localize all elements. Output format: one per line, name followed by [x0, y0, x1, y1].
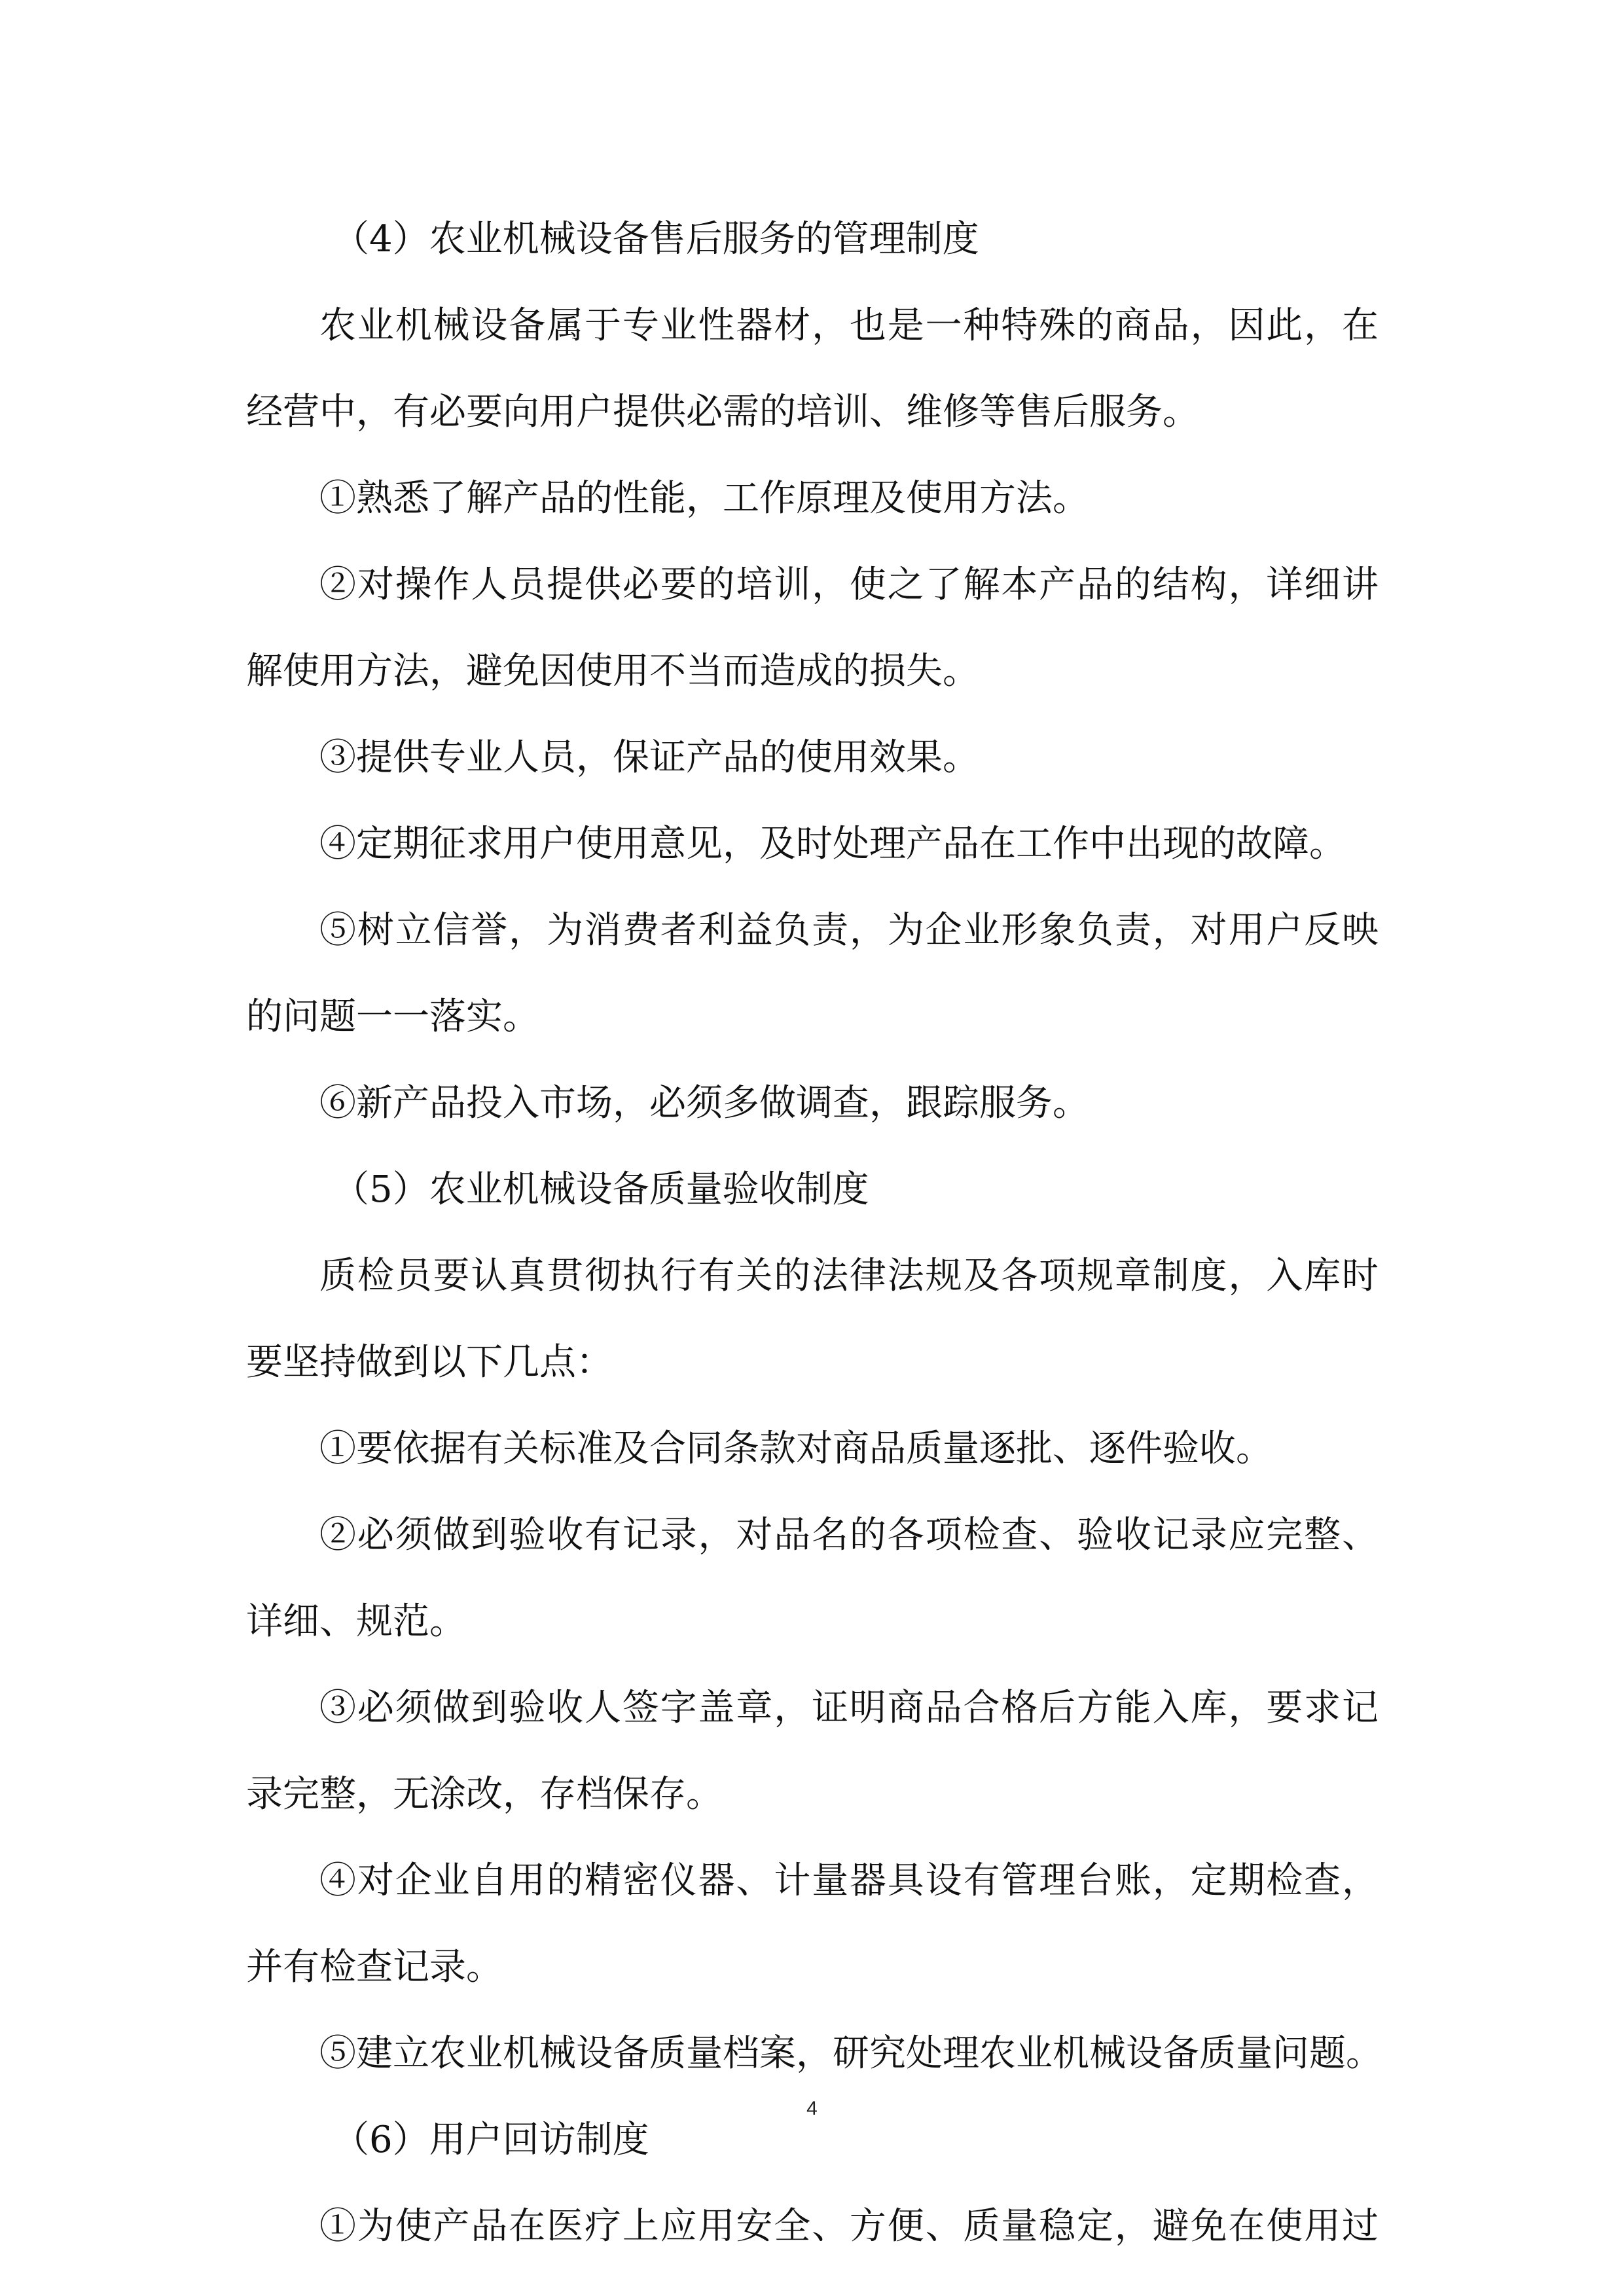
paragraph-line: 质检员要认真贯彻执行有关的法律法规及各项规章制度，入库时 — [319, 1255, 1379, 1297]
list-item-line: ①要依据有关标准及合同条款对商品质量逐批、逐件验收。 — [319, 1427, 1272, 1470]
paragraph-line: 要坚持做到以下几点： — [246, 1341, 613, 1384]
section-heading-quality-acceptance: （5）农业机械设备质量验收制度 — [333, 1168, 869, 1211]
list-item-line: 解使用方法，避免因使用不当而造成的损失。 — [246, 650, 979, 692]
section-heading-after-sales: （4）农业机械设备售后服务的管理制度 — [333, 218, 979, 260]
list-item-line: ⑤建立农业机械设备质量档案，研究处理农业机械设备质量问题。 — [319, 2032, 1382, 2075]
list-item-line: ①熟悉了解产品的性能，工作原理及使用方法。 — [319, 477, 1089, 520]
list-item-line: 录完整，无涂改，存档保存。 — [246, 1773, 723, 1816]
list-item-line: ②必须做到验收有记录，对品名的各项检查、验收记录应完整、 — [319, 1514, 1379, 1556]
list-item-line: ⑤树立信誉，为消费者利益负责，为企业形象负责，对用户反映 — [319, 909, 1379, 952]
list-item-line: ③提供专业人员，保证产品的使用效果。 — [319, 736, 979, 779]
paragraph-line: 农业机械设备属于专业性器材，也是一种特殊的商品，因此，在 — [319, 304, 1379, 347]
document-body — [246, 196, 1382, 2270]
list-item-line: 的问题一一落实。 — [246, 996, 539, 1038]
page-number: 4 — [806, 2098, 818, 2119]
list-item-line: 详细、规范。 — [246, 1600, 466, 1643]
list-item-line: ④对企业自用的精密仪器、计量器具设有管理台账，定期检查， — [319, 1859, 1379, 1902]
list-item-line: ③必须做到验收人签字盖章，证明商品合格后方能入库，要求记 — [319, 1687, 1379, 1729]
list-item-line: ②对操作人员提供必要的培训，使之了解本产品的结构，详细讲 — [319, 564, 1379, 606]
section-heading-user-follow-up: （6）用户回访制度 — [333, 2119, 649, 2161]
list-item-line: ⑥新产品投入市场，必须多做调查，跟踪服务。 — [319, 1082, 1089, 1124]
list-item-line: 并有检查记录。 — [246, 1946, 503, 1988]
list-item-line: ④定期征求用户使用意见，及时处理产品在工作中出现的故障。 — [319, 823, 1346, 865]
paragraph-line: 经营中，有必要向用户提供必需的培训、维修等售后服务。 — [246, 391, 1199, 433]
list-item-line: ①为使产品在医疗上应用安全、方便、质量稳定，避免在使用过 — [319, 2205, 1379, 2248]
